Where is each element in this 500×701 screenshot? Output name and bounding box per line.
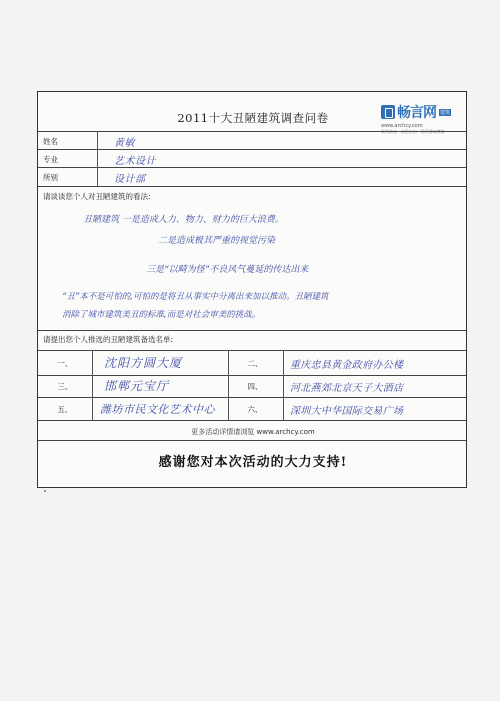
divider [38,350,466,351]
logo-icon [381,105,395,119]
opinion-line: 丑陋建筑 一是造成人力、物力、财力的巨大浪费。 [83,215,284,225]
field-value-major: 艺术设计 [114,156,156,167]
field-value-name: 黄敏 [114,138,135,149]
survey-form [37,91,467,488]
nomination-number: 一、 [57,359,73,368]
opinion-line: 三是“以畸为怪”不良风气蔓延的传达出来 [146,265,309,275]
nomination-entry: 沈阳方圆大厦 [104,356,183,370]
nomination-entry: 重庆忠县黄金政府办公楼 [290,360,404,371]
divider [92,350,93,420]
divider [38,440,466,441]
nomination-entry: 潍坊市民文化艺术中心 [100,403,215,416]
nomination-number: 四、 [247,382,263,391]
opinion-line: 二是造成极其严重的视觉污染 [158,236,276,246]
nomination-entry: 深圳大中华国际交易广场 [290,406,404,417]
divider [38,149,466,150]
nomination-prompt: 请提出您个人推选的丑陋建筑备选名单: [43,335,174,344]
divider [38,397,466,398]
nomination-number: 五、 [57,405,73,414]
logo-url: www.archcy.com [381,123,423,129]
opinion-line: 消除了城市建筑美丑的标准,而是对社会审美的挑战。 [62,310,261,320]
divider [38,330,466,331]
opinion-prompt: 请谈谈您个人对丑陋建筑的看法: [43,192,151,201]
nomination-entry: 河北燕郊北京天子大酒店 [290,383,404,394]
nomination-number: 二、 [247,359,263,368]
nomination-entry: 邯郸元宝厅 [104,379,170,393]
divider [38,186,466,187]
field-label-major: 专业 [43,155,58,164]
paper-speck [44,490,46,492]
opinion-line: “丑”本不是可怕的,可怕的是将丑从事实中分离出来加以推动。丑陋建筑 [62,292,329,302]
nomination-number: 三、 [57,382,73,391]
divider [38,420,466,421]
logo-badge: 建筑 [440,109,451,116]
divider [97,131,98,186]
field-label-department: 所别 [43,173,58,182]
field-label-name: 姓名 [43,137,58,146]
divider [283,350,284,420]
nomination-number: 六、 [247,405,263,414]
divider [38,375,466,376]
logo-slogan [381,129,463,135]
logo-mark [381,102,463,122]
footer-link[interactable]: 更多活动详情请浏览 www.archcy.com [191,428,315,436]
survey-title: 2011十大丑陋建筑调查问卷 [177,111,329,125]
divider [38,167,466,168]
logo-name: 畅言网 [397,105,436,121]
thanks-message: 感谢您对本次活动的大力支持! [158,455,348,470]
divider [38,131,466,132]
field-value-department: 设计部 [114,174,146,185]
